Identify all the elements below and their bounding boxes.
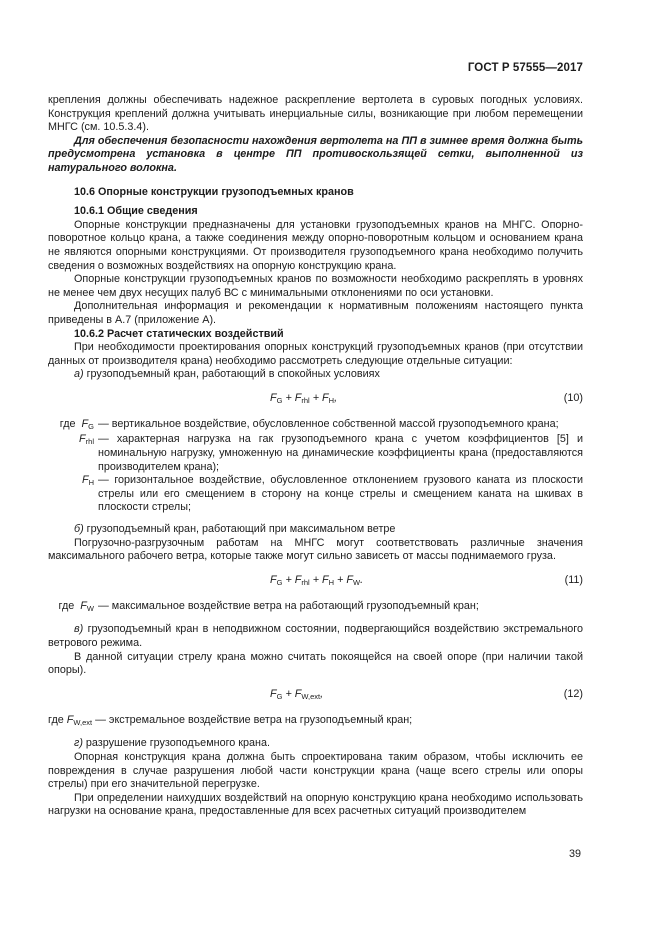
- paragraph: Опорные конструкции предназначены для установки грузоподъемных кранов на МНГС. Опорно-поворотное кольцо крана, а также соединения между опорно-поворотным кольцом и основанием крана не являются опорными конструкциями. От производителя грузоподъемного крана необходимо получить сведения о возможных воздействиях на опорную конструкцию крана.: [48, 218, 583, 272]
- list-item-v: в) грузоподъемный кран в неподвижном состоянии, подвергающийся воздействию экстремального ветрового режима.: [48, 623, 583, 649]
- equation-formula: $F_G + F_{rhl} + F_H$,: [270, 391, 338, 405]
- list-item-b: б) грузоподъемный кран, работающий при максимальном ветре: [74, 523, 396, 536]
- equation-number: (12): [563, 687, 583, 700]
- definition-FW: где $F_W$ — максимальное воздействие ветра на работающий грузоподъемный кран;: [58, 599, 479, 613]
- page-number: 39: [568, 848, 581, 860]
- paragraph: Погрузочно-разгрузочным работам на МНГС могут соответствовать различные значения максимального рабочего ветра, которые также могут сильно зависеть от массы поднимаемого груза.: [48, 536, 583, 563]
- page-body: [48, 94, 583, 819]
- definition-FH: $F_H$ — горизонтальное воздействие, обусловленное отклонением грузового каната из плоскости стрелы или его смещением в сторону на конце стрелы и смещением каната на шкивах в плоскости стрелы;: [81, 474, 583, 514]
- equation-12: [48, 688, 583, 704]
- equation-formula: $F_G + F_{rhl} + F_H + F_W$.: [270, 573, 364, 587]
- paragraph: Дополнительная информация и рекомендации к нормативным положениям настоящего пункта приведены в А.7 (приложение А).: [48, 300, 583, 326]
- subsection-heading-10-6-2: 10.6.2 Расчет статических воздействий: [74, 327, 284, 340]
- standard-header: ГОСТ Р 57555—2017: [467, 62, 583, 74]
- definition-Frhl: $F_{rhl}$ — характерная нагрузка на гак грузоподъемного крана с учетом коэффициентов [5] и номинальную нагрузку, умноженную на динамические коэффициенты крана (предоставляются производителем крана);: [79, 433, 583, 473]
- paragraph: В данной ситуации стрелу крана можно считать покоящейся на своей опоре (при наличии такой опоры).: [48, 650, 583, 677]
- section-heading-10-6: 10.6 Опорные конструкции грузоподъемных кранов: [74, 185, 354, 198]
- list-item-g: г) разрушение грузоподъемного крана.: [74, 737, 270, 750]
- paragraph: Опорная конструкция крана должна быть спроектирована таким образом, чтобы исключить ее повреждения в случае разрушения любой части конструкции крана (чаще всего стрелы или опоры стрелы) при его значительной перегрузке.: [48, 750, 583, 791]
- paragraph: Опорные конструкции грузоподъемных кранов по возможности необходимо раскреплять в уровнях не менее чем двух несущих палуб ВС с минимальными отклонениями по оси установки.: [48, 273, 583, 299]
- definition-FG: где $F_G$ — вертикальное воздействие, обусловленное собственной массой грузоподъемного крана;: [59, 417, 559, 431]
- list-item-a: а) грузоподъемный кран, работающий в спокойных условиях: [74, 368, 380, 381]
- paragraph-emphasis: Для обеспечения безопасности нахождения вертолета на ПП в зимнее время должна быть предусмотрена установка в центре ПП противоскользящей сетки, выполненной из натурального волокна.: [48, 134, 583, 174]
- paragraph: При определении наихудших воздействий на опорную конструкцию крана необходимо использовать нагрузки на основание крана, предоставленные для всех расчетных ситуаций производителем: [48, 791, 583, 818]
- equation-number: (10): [563, 391, 583, 404]
- paragraph: При необходимости проектирования опорных конструкций грузоподъемных кранов (при отсутствии данных от производителя крана) необходимо рассмотреть следующие отдельные ситуации:: [48, 341, 583, 367]
- equation-10: [48, 392, 583, 408]
- definition-FWext: где $F_{W,ext}$ — экстремальное воздействие ветра на грузоподъемный кран;: [48, 713, 413, 727]
- equation-11: [48, 574, 583, 590]
- paragraph: крепления должны обеспечивать надежное раскрепление вертолета в суровых погодных условиях. Конструкция креплений должна учитывать инерциальные силы, возникающие при любом перемещении МНГС (см. 10.5.3.4).: [48, 94, 583, 134]
- equation-number: (11): [564, 573, 583, 586]
- equation-formula: $F_G + F_{W,ext}$,: [270, 687, 324, 701]
- subsection-heading-10-6-1: 10.6.1 Общие сведения: [74, 205, 198, 218]
